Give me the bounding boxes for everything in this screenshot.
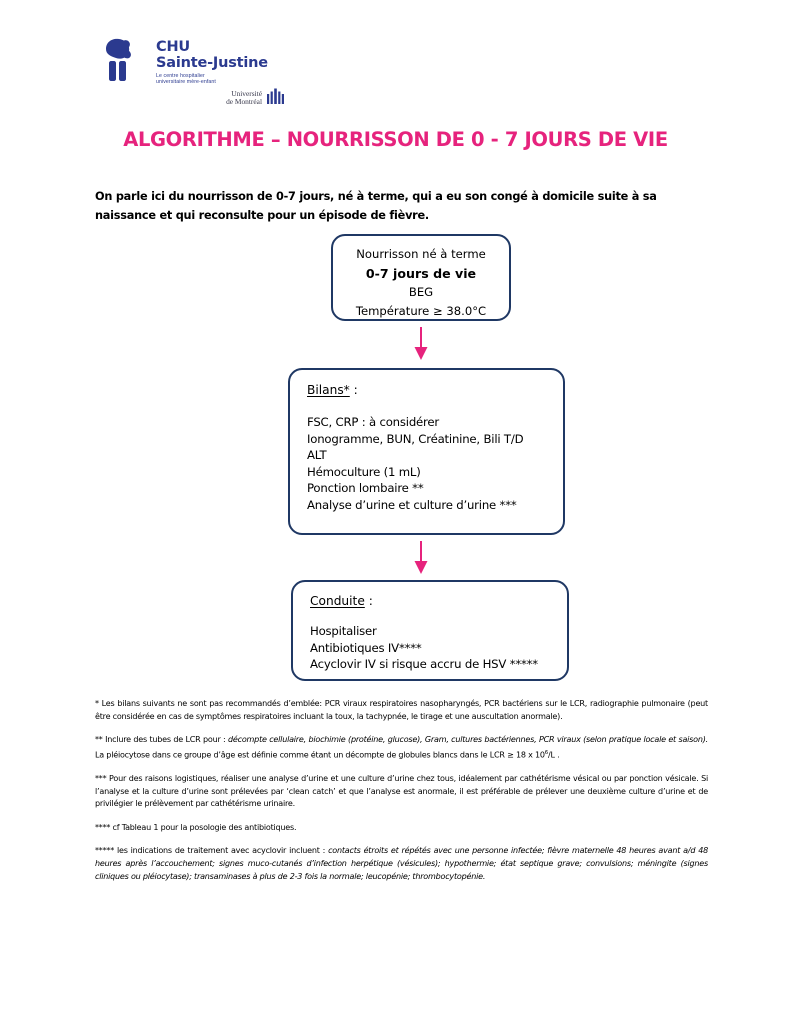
footnotes-section xyxy=(95,698,708,894)
flow-box-bilans xyxy=(288,368,565,535)
footnote-2-italic: décompte cellulaire, biochimie (protéine, glucose), Gram, cultures bactériennes, PCR viraux (selon pratique locale et saison). xyxy=(228,735,708,745)
bilans-heading xyxy=(307,382,563,398)
udem-mark-icon xyxy=(266,88,286,104)
footnote-5-prefix: ***** les indications de traitement avec acyclovir incluent : xyxy=(95,846,329,856)
footnote-2-suffix: La pléiocytose dans ce groupe d’âge est définie comme étant un décompte de globules blancs dans le LCR ≥ 18 x 10 xyxy=(95,750,545,760)
footnote-1: * Les bilans suivants ne sont pas recommandés d’emblée: PCR viraux respiratoires nasopharyngés, PCR bactériens sur le LCR, radiographie pulmonaire (peut être considérée en cas de symptômes respiratoires incluant la toux, la tachypnée, le tirage et une auscultation anormale). xyxy=(95,699,708,721)
footnote-5-italic: contacts étroits et répétés avec une personne infectée; fièvre maternelle 48 heures avant a/d 48 heures après l’accouchement; signes muco-cutanés d’infection herpétique (vésicules); hypothermie; état septique grave; convulsions; méningite (signes cliniques ou pléiocytase); transaminases à plus de 2-3 fois la normale; leucopénie; thrombocytopénie. xyxy=(95,846,708,881)
flow-box-conduite xyxy=(291,580,569,681)
bilans-heading-underlined: Bilans* xyxy=(307,383,350,397)
page-title: ALGORITHME – NOURRISSON DE 0 - 7 JOURS DE VIE xyxy=(123,128,668,151)
footnote-4: **** cf Tableau 1 pour la posologie des antibiotiques. xyxy=(95,822,297,832)
conduite-list xyxy=(310,623,567,673)
logo-chu-line: CHU xyxy=(156,39,190,55)
chu-sainte-justine-logo xyxy=(100,36,360,116)
flow-box-patient-criteria xyxy=(331,234,511,321)
bilans-item: Ponction lombaire ** xyxy=(307,481,424,496)
bilans-item: FSC, CRP : à considérer xyxy=(307,415,439,429)
arrow-down-bilans-to-conduite-icon xyxy=(412,541,430,575)
footnote-2-tail: /L . xyxy=(548,750,560,760)
arrow-down-criteria-to-bilans-icon xyxy=(412,327,430,361)
udem-wordmark xyxy=(226,90,262,107)
logo-tagline xyxy=(156,73,268,86)
logo-tagline-line1: Le centre hospitalier xyxy=(156,73,205,79)
footnote-5 xyxy=(95,845,708,883)
udem-line2: de Montréal xyxy=(226,97,262,107)
box1-line-2: 0-7 jours de vie xyxy=(365,266,477,281)
universite-de-montreal-logo xyxy=(168,88,288,112)
conduite-item: Antibiotiques IV**** xyxy=(310,640,422,655)
conduite-heading-underlined: Conduite xyxy=(310,594,365,608)
footnote-2-superscript: 6 xyxy=(544,749,549,756)
bilans-item: Hémoculture (1 mL) xyxy=(307,464,421,479)
footnote-2-prefix: ** Inclure des tubes de LCR pour : xyxy=(95,735,229,745)
logo-wordmark xyxy=(156,40,268,86)
box1-line-4: Température ≥ 38.0°C xyxy=(355,304,487,318)
bilans-item: ALT xyxy=(307,448,327,463)
footnote-2 xyxy=(95,734,708,762)
conduite-heading xyxy=(310,593,567,609)
conduite-item: Hospitaliser xyxy=(310,624,377,638)
logo-sainte-justine-line: Sainte-Justine xyxy=(156,55,268,71)
bilans-item: Ionogramme, BUN, Créatinine, Bili T/D xyxy=(307,431,524,446)
intro-paragraph: On parle ici du nourrisson de 0-7 jours, né à terme, qui a eu son congé à domicile suite à sa naissance et qui reconsulte pour un épisode de fièvre. xyxy=(95,190,657,222)
bilans-list xyxy=(307,414,563,514)
conduite-heading-suffix: : xyxy=(364,594,373,608)
footnote-3: *** Pour des raisons logistiques, réaliser une analyse d’urine et une culture d’urine chez tous, idéalement par cathétérisme vésical ou par ponction vésicale. Si l’analyse et la culture d’urine sont prélevées par ‘clean catch’ et que l’analyse est anormale, il est préférable de prélever une deuxième culture d’urine et de privilégier le prélèvement par cathétérisme urinaire. xyxy=(95,774,708,809)
bilans-item: Analyse d’urine et culture d’urine *** xyxy=(307,497,517,512)
chu-logo-mark-icon xyxy=(100,36,148,84)
logo-tagline-line2: universitaire mère-enfant xyxy=(156,79,216,86)
bilans-heading-suffix: : xyxy=(349,383,358,397)
box1-line-1: Nourrisson né à terme xyxy=(356,247,486,261)
box1-line-3: BEG xyxy=(408,285,434,299)
conduite-item: Acyclovir IV si risque accru de HSV ***** xyxy=(310,657,538,672)
udem-line1: Université xyxy=(231,89,262,98)
